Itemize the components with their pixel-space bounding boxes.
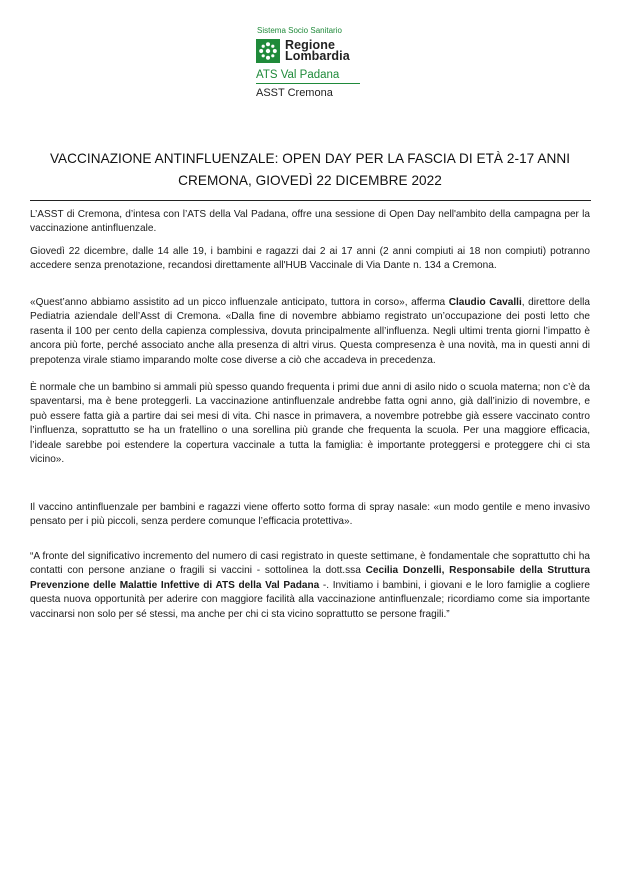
ats-label: ATS Val Padana [256,69,360,84]
letterhead [256,26,366,99]
paragraph-cavalli-quote [30,296,590,368]
asst-label: ASST Cremona [256,87,333,99]
speaker-name: Claudio Cavalli [448,297,522,308]
region-name [285,40,350,62]
paragraph-text: Giovedì 22 dicembre, dalle 14 alle 19, i bambini e ragazzi dai 2 ai 17 anni (2 anni compiuti ai 18 non compiuti) potranno accedere senza prenotazione, recandosi direttamente all'HUB Vaccinale di Via Dante n. 134 a Cremona. [30,246,590,272]
quote-lead: “A fronte del significativo incremento del numero di casi registrato in queste settimane, è fondamentale che soprattutto chi ha contatti con persone anziane o fragili si vaccini - sottolinea la dott.ssa [30,551,590,577]
paragraph-advice [30,381,590,467]
region-line2: Lombardia [285,49,350,63]
speaker-name: Cecilia Donzelli, Responsabile della Struttura Prevenzione delle Malattie Infettive di ATS della Val Padana [30,565,590,591]
paragraph-text [30,296,590,368]
paragraph-schedule [30,245,590,274]
paragraph-text: L’ASST di Cremona, d’intesa con l’ATS della Val Padana, offre una sessione di Open Day nell'ambito della campagna per la vaccinazione antinfluenzale. [30,209,590,235]
quote-lead: «Quest’anno abbiamo assistito ad un picco influenzale anticipato, tuttora in corso», afferma [30,297,449,308]
paragraph-donzelli-quote [30,550,590,622]
page-title-line1: VACCINAZIONE ANTINFLUENZALE: OPEN DAY PER LA FASCIA DI ETÀ 2-17 ANNI [49,151,571,166]
region-line1: Regione [285,38,336,52]
quote-body: -. Invitiamo i bambini, i giovani e le loro famiglie a cogliere questa nuova opportunità per aderire con maggiore facilità alla vaccinazione antinfluenzale; ricordiamo come sia importante vaccinarsi non solo per sé stessi, ma anche per chi ci sta vicino soprattutto se persone fragili.” [30,579,590,620]
logo-row [256,39,366,63]
divider [30,200,591,201]
lombardia-rose-icon [256,39,280,63]
org-top-label: Sistema Socio Sanitario [257,26,342,35]
paragraph-intro [30,208,590,237]
paragraph-text: È normale che un bambino si ammali più spesso quando frequenta i primi due anni di asilo nido o scuola materna; non c’è da spaventarsi, ma è bene proteggerli. La vaccinazione antinfluenzale andrebbe fatta ogni anno, già dall’inizio di novembre, e può essere fatta già a partire dai sei mesi di vita. Chi nasce in primavera, a novembre potrebbe già essere vaccinato contro l’influenza, soprattutto se ha un fratellino o una sorellina più grande che frequenta la scuola. Per una maggiore efficacia, l’ideale sarebbe poi estendere la copertura vaccinale a tutta la famiglia: è importante proteggersi e proteggere chi ci sta vicino». [30,382,590,466]
paragraph-text [30,550,590,622]
paragraph-text: Il vaccino antinfluenzale per bambini e ragazzi viene offerto sotto forma di spray nasale: «un modo gentile e meno invasivo pensato per i più piccoli, senza perdere comunque l’efficacia protettiva». [30,502,590,528]
page-title-line2: CREMONA, GIOVEDÌ 22 DICEMBRE 2022 [178,173,442,188]
quote-body: , direttore della Pediatria aziendale dell’Asst di Cremona. «Dalla fine di novembre abbiamo registrato un’occupazione dei posti letto che rasenta il 100 per cento della capienza complessiva, dovuta principalmente all’influenza. Negli ultimi trenta giorni l’impatto è ancora più forte, perché associato anche alla presenza di altri virus. Questa compresenza è una novità, ma in questi anni di prepotenza virale stiamo imparando molte cose diverse a ciò che accadeva in precedenza. [30,297,590,366]
paragraph-nasal-spray [30,501,590,530]
